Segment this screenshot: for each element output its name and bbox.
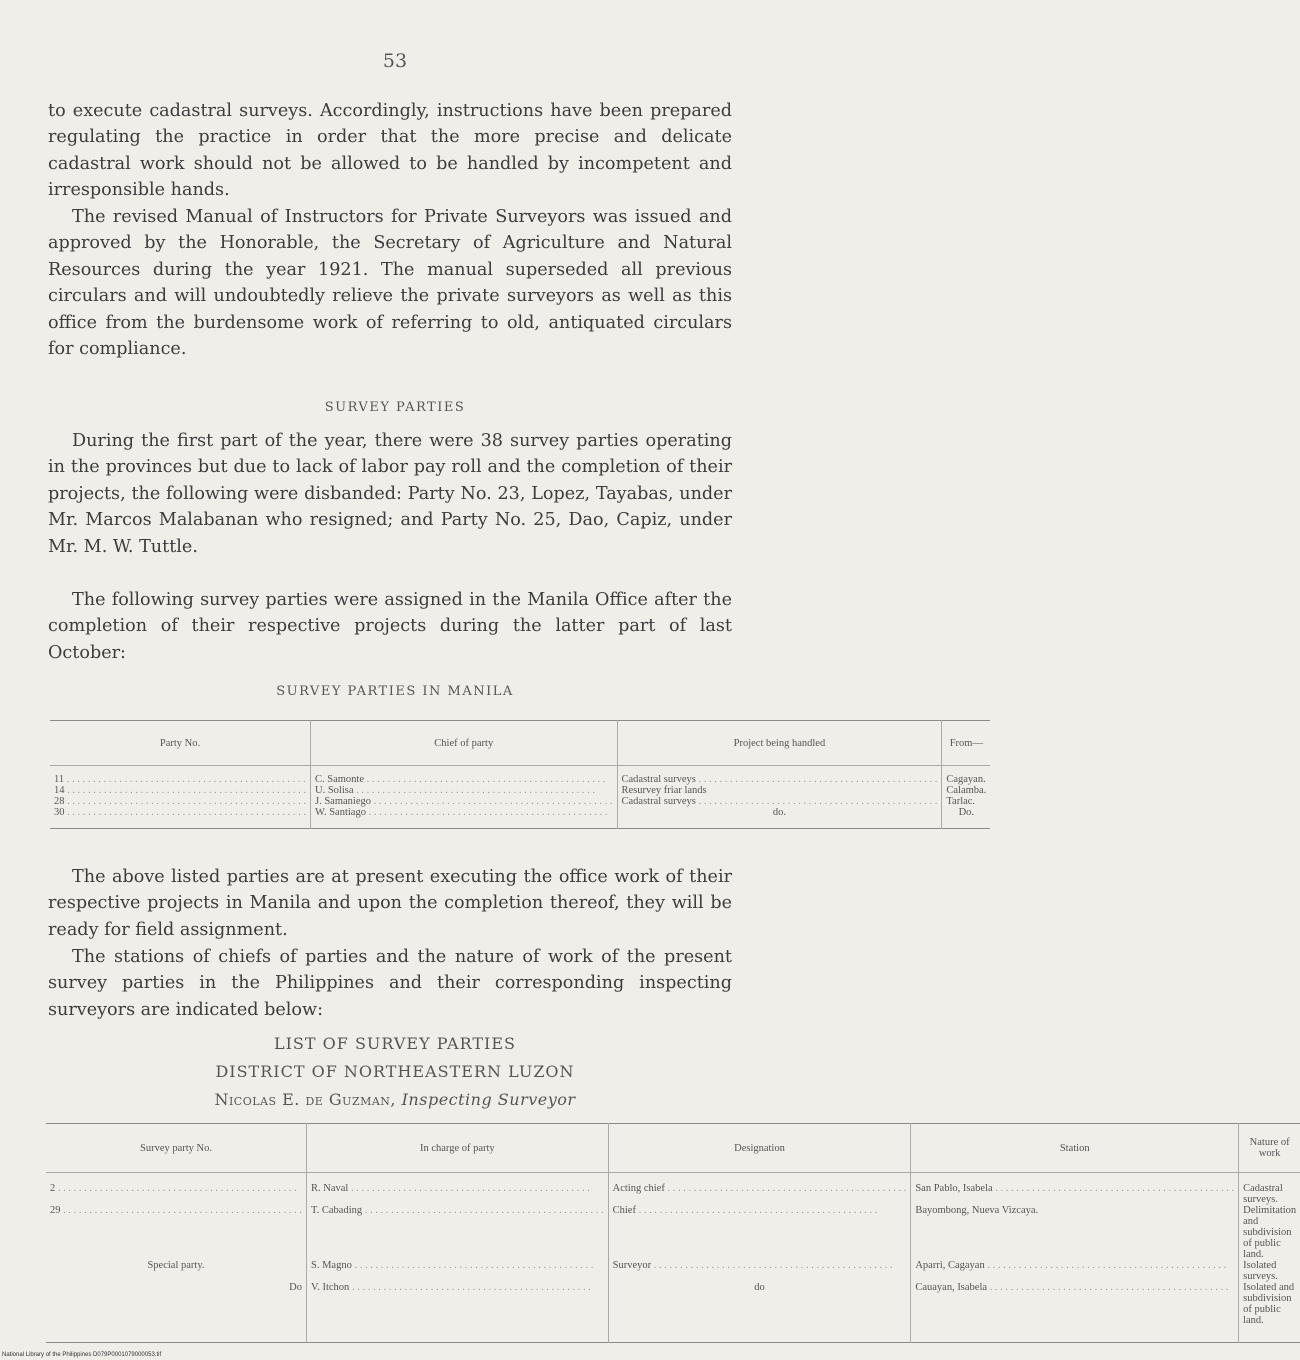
- paragraph-6: The stations of chiefs of parties and the nature of work of the present survey parties in the Philippines and their corresponding inspecting surveyors are indicated below:: [48, 947, 732, 1020]
- cell-party-no: 14 . . .: [54, 785, 306, 796]
- col-header-project: Project being handled: [617, 721, 942, 766]
- scan-footer: National Library of the Philippines D079P0001079000053.tif: [2, 1352, 162, 1358]
- cell-nature: Cadastral surveys.: [1243, 1183, 1283, 1205]
- col-header-nature: Nature of work: [1239, 1124, 1300, 1173]
- cell-chief: J. Samaniego . . .: [315, 796, 613, 807]
- paragraph-4: The following survey parties were assigned in the Manila Office after the completion of their respective projects during the latter part of last October:: [48, 590, 732, 663]
- cell-from: Tarlac.: [946, 796, 976, 807]
- cell-party-no: 11 . . .: [54, 774, 306, 785]
- cell-station: Aparri, Cagayan . . .: [915, 1260, 1234, 1271]
- page-number: 53: [382, 50, 408, 72]
- cell-chief: U. Solisa . . .: [315, 785, 613, 796]
- heading-survey-parties: SURVEY PARTIES: [324, 400, 466, 415]
- paragraph-5: The above listed parties are at present executing the office work of their respective projects in Manila and upon the completion thereof, they will be ready for field assignment.: [48, 867, 732, 940]
- table-row: [46, 1260, 1300, 1282]
- col-header-designation: Designation: [608, 1124, 911, 1173]
- inspector-role: Inspecting Surveyor: [401, 1090, 576, 1109]
- cell-chief: C. Samonte . . .: [315, 774, 613, 785]
- paragraph-2: The revised Manual of Instructors for Private Surveyors was issued and approved by the Honorable, the Secretary of Agriculture and Natural Resources during the year 1921. The manual superseded all previous circulars and will undoubtedly relieve the private surveyors as well as this office from the burdensome work of referring to old, antiquated circulars for compliance.: [48, 207, 732, 360]
- heading-list-of-parties: LIST OF SURVEY PARTIES: [273, 1034, 517, 1053]
- cell-party-no: 28 . . .: [54, 796, 306, 807]
- heading-manila-table: SURVEY PARTIES IN MANILA: [276, 684, 514, 699]
- cell-from: Do.: [958, 807, 975, 818]
- table-row: [46, 1205, 1300, 1260]
- survey-parties-table: [46, 1123, 1300, 1343]
- paragraph-3: During the first part of the year, there were 38 survey parties operating in the provinces but due to lack of labor pay roll and the completion of their projects, the following were disbanded: Party No. 23, Lopez, Tayabas, under Mr. Marcos Malabanan who resigned; and Party No. 25, Dao, Capiz, under Mr. M. W. Tuttle.: [48, 431, 732, 557]
- cell-chief: W. Santiago . . .: [315, 807, 613, 818]
- cell-project: do.: [772, 807, 786, 818]
- col-header-chief: Chief of party: [311, 721, 618, 766]
- col-header-in-charge: In charge of party: [307, 1124, 609, 1173]
- cell-designation: Chief . . .: [613, 1205, 907, 1216]
- heading-district: DISTRICT OF NORTHEASTERN LUZON: [215, 1062, 575, 1081]
- heading-inspector: [0, 1090, 790, 1109]
- cell-station: Bayombong, Nueva Vizcaya.: [915, 1205, 1039, 1216]
- cell-station: Cauayan, Isabela . . .: [915, 1282, 1234, 1293]
- cell-party-number: Special party.: [147, 1260, 205, 1271]
- cell-station: San Pablo, Isabela . . .: [915, 1183, 1234, 1194]
- cell-from: Cagayan.: [946, 774, 986, 785]
- cell-project: Cadastral surveys . . .: [622, 774, 938, 785]
- cell-designation: Acting chief . . .: [613, 1183, 907, 1194]
- cell-in-charge: S. Magno . . .: [311, 1260, 604, 1271]
- cell-party-number: Do: [289, 1282, 302, 1293]
- col-header-station: Station: [911, 1124, 1239, 1173]
- col-header-party-no: Party No.: [50, 721, 311, 766]
- col-header-party-number: Survey party No.: [46, 1124, 307, 1173]
- cell-nature: Isolated and subdivision of public land.: [1243, 1282, 1295, 1326]
- cell-nature: Delimitation and subdivision of public land.: [1243, 1205, 1297, 1260]
- cell-party-no: 30 . . .: [54, 807, 306, 818]
- table-row: [50, 766, 990, 829]
- inspector-name: Nicolas E. de Guzman,: [214, 1090, 397, 1109]
- cell-nature: Isolated surveys.: [1243, 1260, 1278, 1282]
- cell-in-charge: T. Cabading . . .: [311, 1205, 604, 1216]
- cell-in-charge: R. Naval . . .: [311, 1183, 604, 1194]
- col-header-from: From—: [942, 721, 990, 766]
- cell-project: Cadastral surveys . . .: [622, 796, 938, 807]
- manila-parties-table: [50, 720, 990, 829]
- paragraph-1: to execute cadastral surveys. Accordingly, instructions have been prepared regulating the practice in order that the more precise and delicate cadastral work should not be allowed to be handled by incompetent and irresponsible hands.: [48, 101, 732, 201]
- cell-designation: Surveyor . . .: [613, 1260, 907, 1271]
- cell-in-charge: V. Itchon . . .: [311, 1282, 604, 1293]
- cell-designation: do: [754, 1282, 765, 1293]
- table-row: [46, 1282, 1300, 1343]
- cell-project: Resurvey friar lands: [621, 785, 707, 796]
- cell-from: Calamba.: [946, 785, 987, 796]
- cell-party-number: 2 . . .: [50, 1183, 302, 1194]
- cell-party-number: 29 . . .: [50, 1205, 302, 1216]
- table-row: [46, 1173, 1300, 1206]
